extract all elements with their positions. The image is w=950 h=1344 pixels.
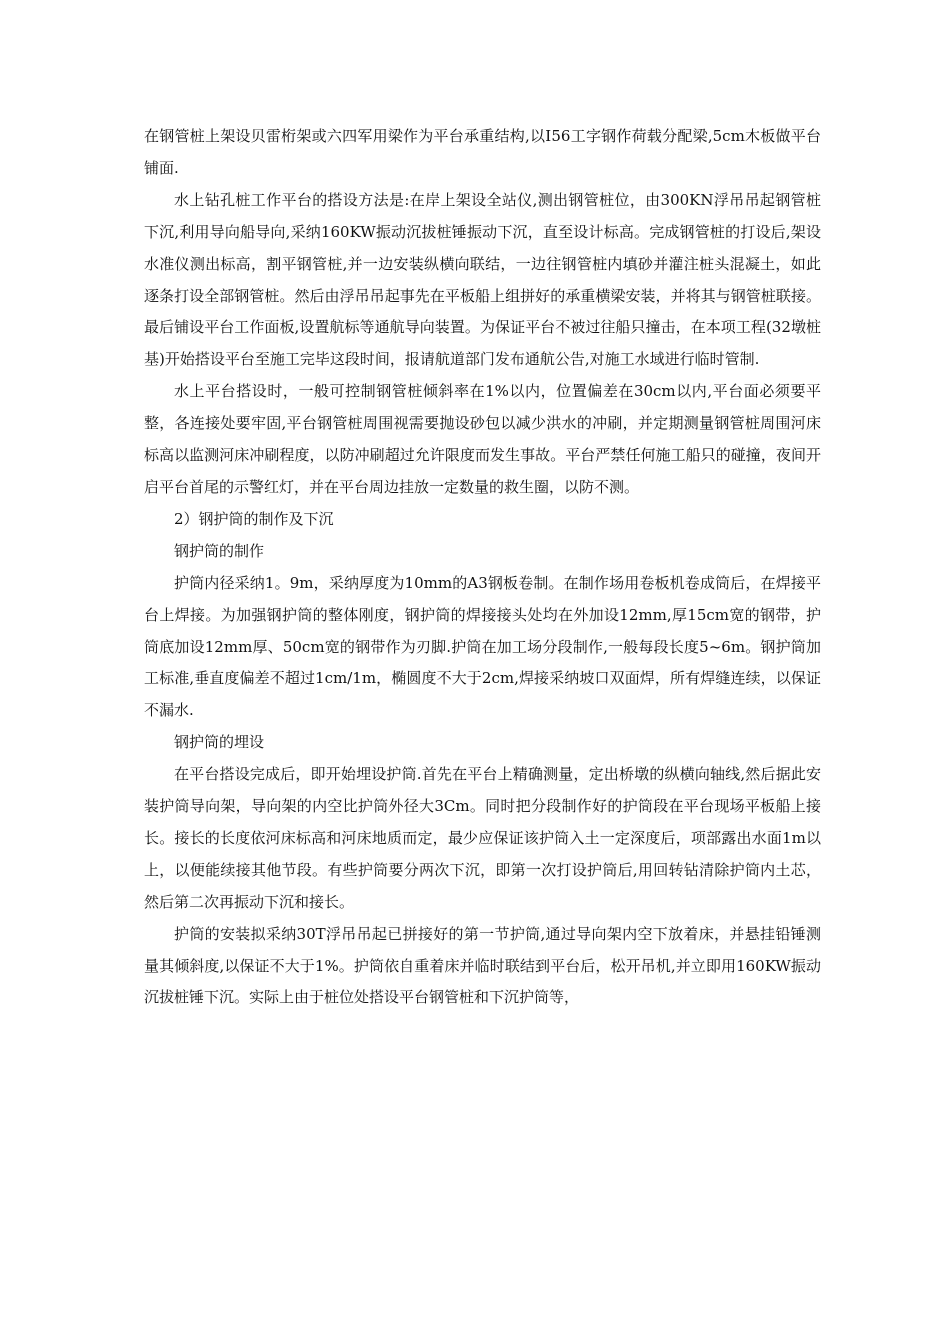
paragraph-platform-structure: 在钢管桩上架设贝雷桁架或六四军用梁作为平台承重结构,以Ⅰ56工字钢作荷载分配梁,5cm木板做平台铺面. [144,127,821,177]
section-heading-steel-casing: 2）钢护筒的制作及下沉 [174,509,334,528]
paragraph-platform-erection-method: 水上钻孔桩工作平台的搭设方法是:在岸上架设全站仪,测出钢管桩位，由300KN浮吊吊起钢管桩下沉,利用导向船导向,采纳160KW振动沉拔桩锤振动下沉，直至设计标高。完成钢管桩的打设后,架设水准仪测出标高，割平钢管桩,并一边安装纵横向联结，一边往钢管桩内填砂并灌注桩头混凝土，如此逐条打设全部钢管桩。然后由浮吊吊起事先在平板船上组拼好的承重横梁安装，并将其与钢管桩联接。最后铺设平台工作面板,设置航标等通航导向装置。为保证平台不被过往船只撞击，在本项工程(32墩桩基)开始搭设平台至施工完毕这段时间，报请航道部门发布通航公告,对施工水域进行临时管制. [144,190,821,369]
paragraph-casing-fabrication: 护筒内径采纳1。9m，采纳厚度为10mm的A3钢板卷制。在制作场用卷板机卷成筒后，在焊接平台上焊接。为加强钢护筒的整体刚度，钢护筒的焊接接头处均在外加设12mm,厚15cm宽的钢带，护筒底加设12mm厚、50cm宽的钢带作为刃脚.护筒在加工场分段制作,一般每段长度5~6m。钢护筒加工标准,垂直度偏差不超过1cm/1m，椭圆度不大于2cm,焊接采纳坡口双面焊，所有焊缝连续，以保证不漏水. [144,573,821,720]
subheading-casing-embedding: 钢护筒的埋设 [174,733,265,752]
document-page [144,121,821,1014]
paragraph-casing-installation: 护筒的安装拟采纳30T浮吊吊起已拼接好的第一节护筒,通过导向架内空下放着床，并悬挂铅锤测量其倾斜度,以保证不大于1%。护筒依自重着床并临时联结到平台后，松开吊机,并立即用160KW振动沉拔桩锤下沉。实际上由于桩位处搭设平台钢管桩和下沉护筒等， [144,924,821,1007]
subheading-casing-fabrication: 钢护筒的制作 [174,541,265,560]
paragraph-casing-embedding: 在平台搭设完成后，即开始埋设护筒.首先在平台上精确测量，定出桥墩的纵横向轴线,然后据此安装护筒导向架，导向架的内空比护筒外径大3Cm。同时把分段制作好的护筒段在平台现场平板船上接长。接长的长度依河床标高和河床地质而定，最少应保证该护筒入土一定深度后，项部露出水面1m以上，以便能续接其他节段。有些护筒要分两次下沉，即第一次打设护筒后,用回转钻清除护筒内土芯，然后第二次再振动下沉和接长。 [144,765,821,911]
paragraph-platform-tolerances: 水上平台搭设时，一般可控制钢管桩倾斜率在1%以内，位置偏差在30cm以内,平台面必须要平整，各连接处要牢固,平台钢管桩周围视需要抛设砂包以减少洪水的冲刷，并定期测量钢管桩周围河床标高以监测河床冲刷程度，以防冲刷超过允许限度而发生事故。平台严禁任何施工船只的碰撞，夜间开启平台首尾的示警红灯，并在平台周边挂放一定数量的救生圈，以防不测。 [144,382,821,496]
